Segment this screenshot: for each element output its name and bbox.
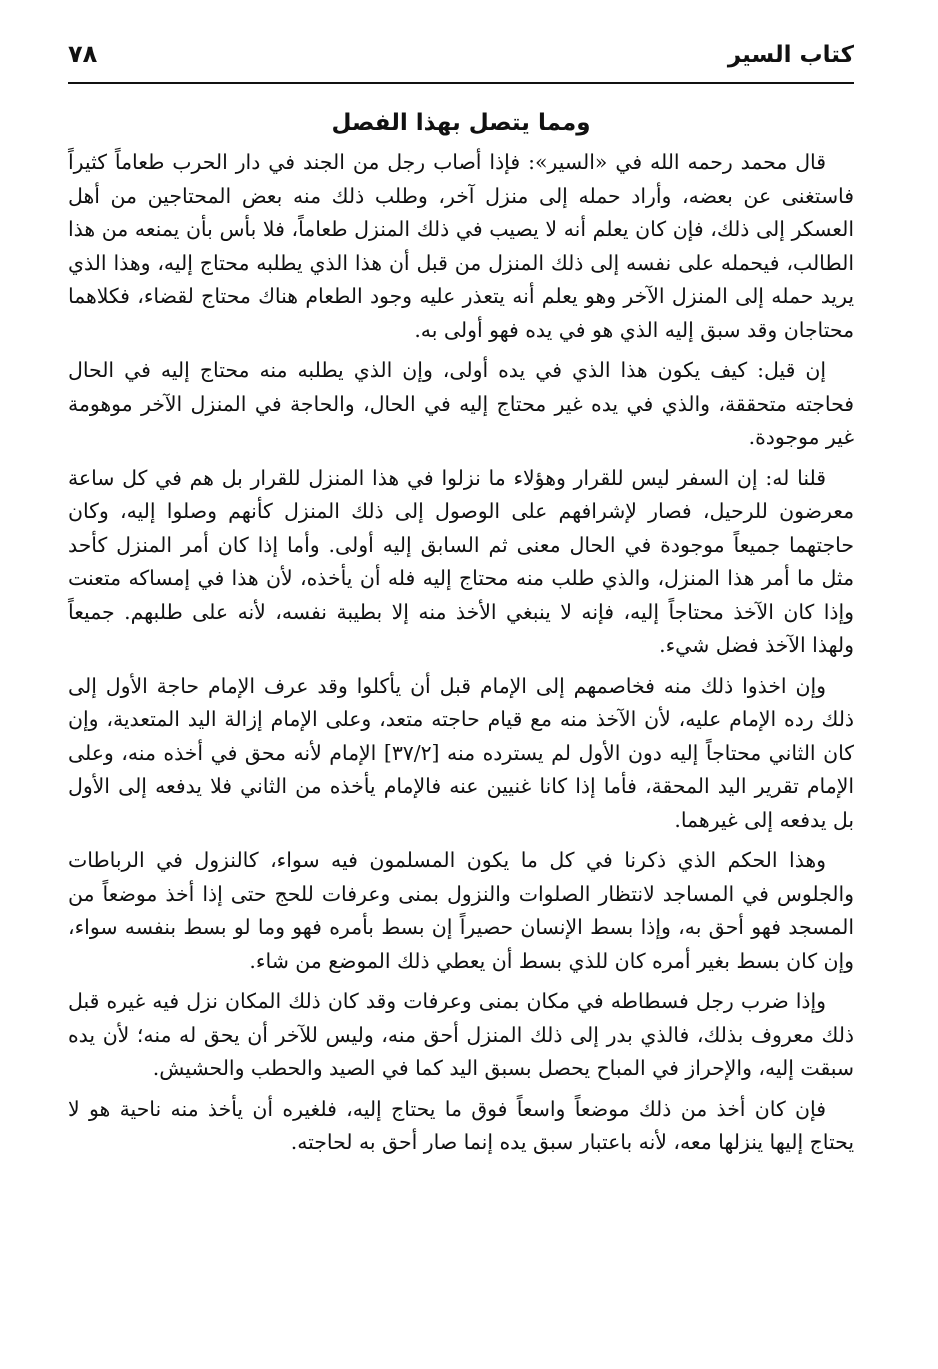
paragraph: قال محمد رحمه الله في «السير»: فإذا أصاب رجل من الجند في دار الحرب طعاماً كثيراً فاستغنى عن بعضه، وأراد حمله إلى منزل آخر، وطلب ذلك منه بعض المحتاجين من أهل العسكر إلى ذلك، فإن كان يعلم أنه لا يصيب في ذلك المنزل طعاماً، فلا بأس بأن يمنعه من هذا الطالب، فيحمله على نفسه إلى ذلك المنزل من قبل أن هذا الذي يطلبه محتاج إليه، وهذا الذي يريد حمله إلى المنزل الآخر وهو يعلم أنه يتعذر عليه وجود الطعام هناك محتاج لقضاء، فكلاهما محتاجان وقد سبق إليه الذي هو في يده فهو أولى به. bbox=[68, 150, 854, 342]
page-number: ٧٨ bbox=[68, 40, 98, 68]
running-header bbox=[68, 38, 854, 84]
book-title: كتاب السير bbox=[727, 42, 854, 68]
paragraph: قلنا له: إن السفر ليس للقرار وهؤلاء ما نزلوا في هذا المنزل للقرار بل هم في كل ساعة معرضون للرحيل، فصار لإشرافهم على الوصول إلى ذلك المنزل كأنهم وصلوا إليه، وكان حاجتهما جميعاً موجودة في الحال معنى ثم السابق إليه أولى. وأما إذا كان أمر المنزل كأحد مثل ما أمر هذا المنزل، والذي طلب منه محتاج إليه فله أن يأخذه، لأن هذا في إمساكه متعنت وإذا كان الآخذ محتاجاً إليه، فإنه لا ينبغي الأخذ منه إلا بطيبة نفسه، لأنه على طلبهم. جميعاً ولهذا الآخذ فضل شيء. bbox=[68, 465, 854, 657]
paragraph: فإن كان أخذ من ذلك موضعاً واسعاً فوق ما يحتاج إليه، فلغيره أن يأخذ منه ناحية هو لا يحتاج إليها ينزلها معه، لأنه باعتبار سبق يده إنما صار أحق به لحاجته. bbox=[68, 1096, 854, 1154]
paragraph: وهذا الحكم الذي ذكرنا في كل ما يكون المسلمون فيه سواء، كالنزول في الرباطات والجلوس في المساجد لانتظار الصلوات والنزول بمنى وعرفات للحج حتى إذا أخذ موضعاً من المسجد فهو أحق به، وإذا بسط الإنسان حصيراً إن بسط بأمره فهو وما لو بسط بنفسه سواء، وإن كان بسط بغير أمره كان للذي بسط أن يعطي ذلك الموضع من شاء. bbox=[68, 848, 854, 973]
paragraph: إن قيل: كيف يكون هذا الذي في يده أولى، وإن الذي يطلبه منه محتاج إليه في الحال فحاجته متحققة، والذي في يده غير محتاج إليه في الحال، والحاجة في المنزل الآخر موهومة غير موجودة. bbox=[68, 358, 854, 449]
book-page bbox=[68, 38, 854, 1338]
paragraph: وإذا ضرب رجل فسطاطه في مكان بمنى وعرفات وقد كان ذلك المكان نزل فيه غيره قبل ذلك معروف بذلك، فالذي بدر إلى ذلك المنزل أحق منه، وليس للآخر أن يحق له منه؛ لأن يده سبقت إليه، والإحراز في المباح يحصل بسبق اليد كما في الصيد والحطب والحشيش. bbox=[68, 989, 854, 1080]
section-heading: ومما يتصل بهذا الفصل bbox=[331, 110, 591, 136]
body-text bbox=[68, 146, 854, 1160]
paragraph: وإن اخذوا ذلك منه فخاصمهم إلى الإمام قبل أن يأكلوا وقد عرف الإمام حاجة الأول إلى ذلك رده الإمام عليه، لأن الآخذ منه مع قيام حاجته متعد، وعلى الإمام إزالة اليد المتعدية، وإن كان الثاني محتاجاً إليه دون الأول لم يسترده منه [٣٧/٢] الإمام لأنه محق في أخذه منه، وعلى الإمام تقرير اليد المحقة، فأما إذا كانا غنيين عنه فالإمام يأخذه من الثاني فلا يدفعه إلى الأول بل يدفعه إلى غيرهما. bbox=[68, 673, 855, 832]
